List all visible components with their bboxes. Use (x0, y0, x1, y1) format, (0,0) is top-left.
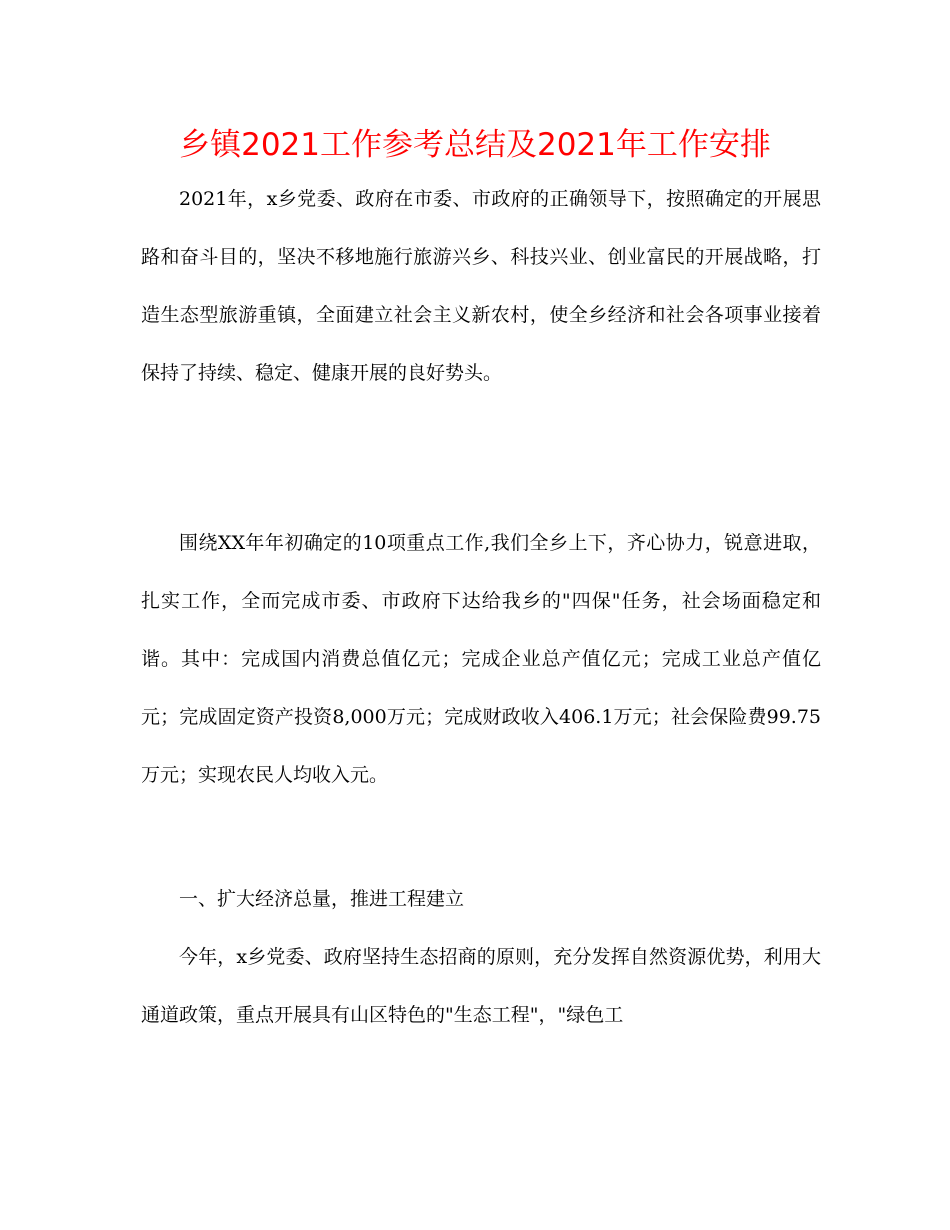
paragraph-2: 围绕XX年年初确定的10项重点工作,我们全乡上下，齐心协力，锐意进取，扎实工作，全而完成市委、市政府下达给我乡的"四保"任务，社会场面稳定和谐。其中：完成国内消费总值亿元；完成企业总产值亿元；完成工业总产值亿元；完成固定资产投资8,000万元；完成财政收入406.1万元；社会保险费99.75万元；实现农民人均收入元。 (141, 532, 821, 786)
section-heading-1: 一、扩大经济总量，推进工程建立 (179, 888, 465, 910)
document-title: 乡镇2021工作参考总结及2021年工作安排 (179, 127, 771, 163)
paragraph-1: 2021年，x乡党委、政府在市委、市政府的正确领导下，按照确定的开展思路和奋斗目的，坚决不移地施行旅游兴乡、科技兴业、创业富民的开展战略，打造生态型旅游重镇，全面建立社会主义新农村，使全乡经济和社会各项事业接着保持了持续、稳定、健康开展的良好势头。 (141, 188, 821, 384)
paragraph-1-block (141, 170, 821, 402)
section-heading-block (141, 870, 821, 928)
paragraph-3-block (141, 928, 821, 1044)
paragraph-3: 今年，x乡党委、政府坚持生态招商的原则，充分发挥自然资源优势，利用大通道政策，重点开展具有山区特色的"生态工程"，"绿色工 (141, 946, 821, 1026)
paragraph-2-block (141, 514, 821, 804)
